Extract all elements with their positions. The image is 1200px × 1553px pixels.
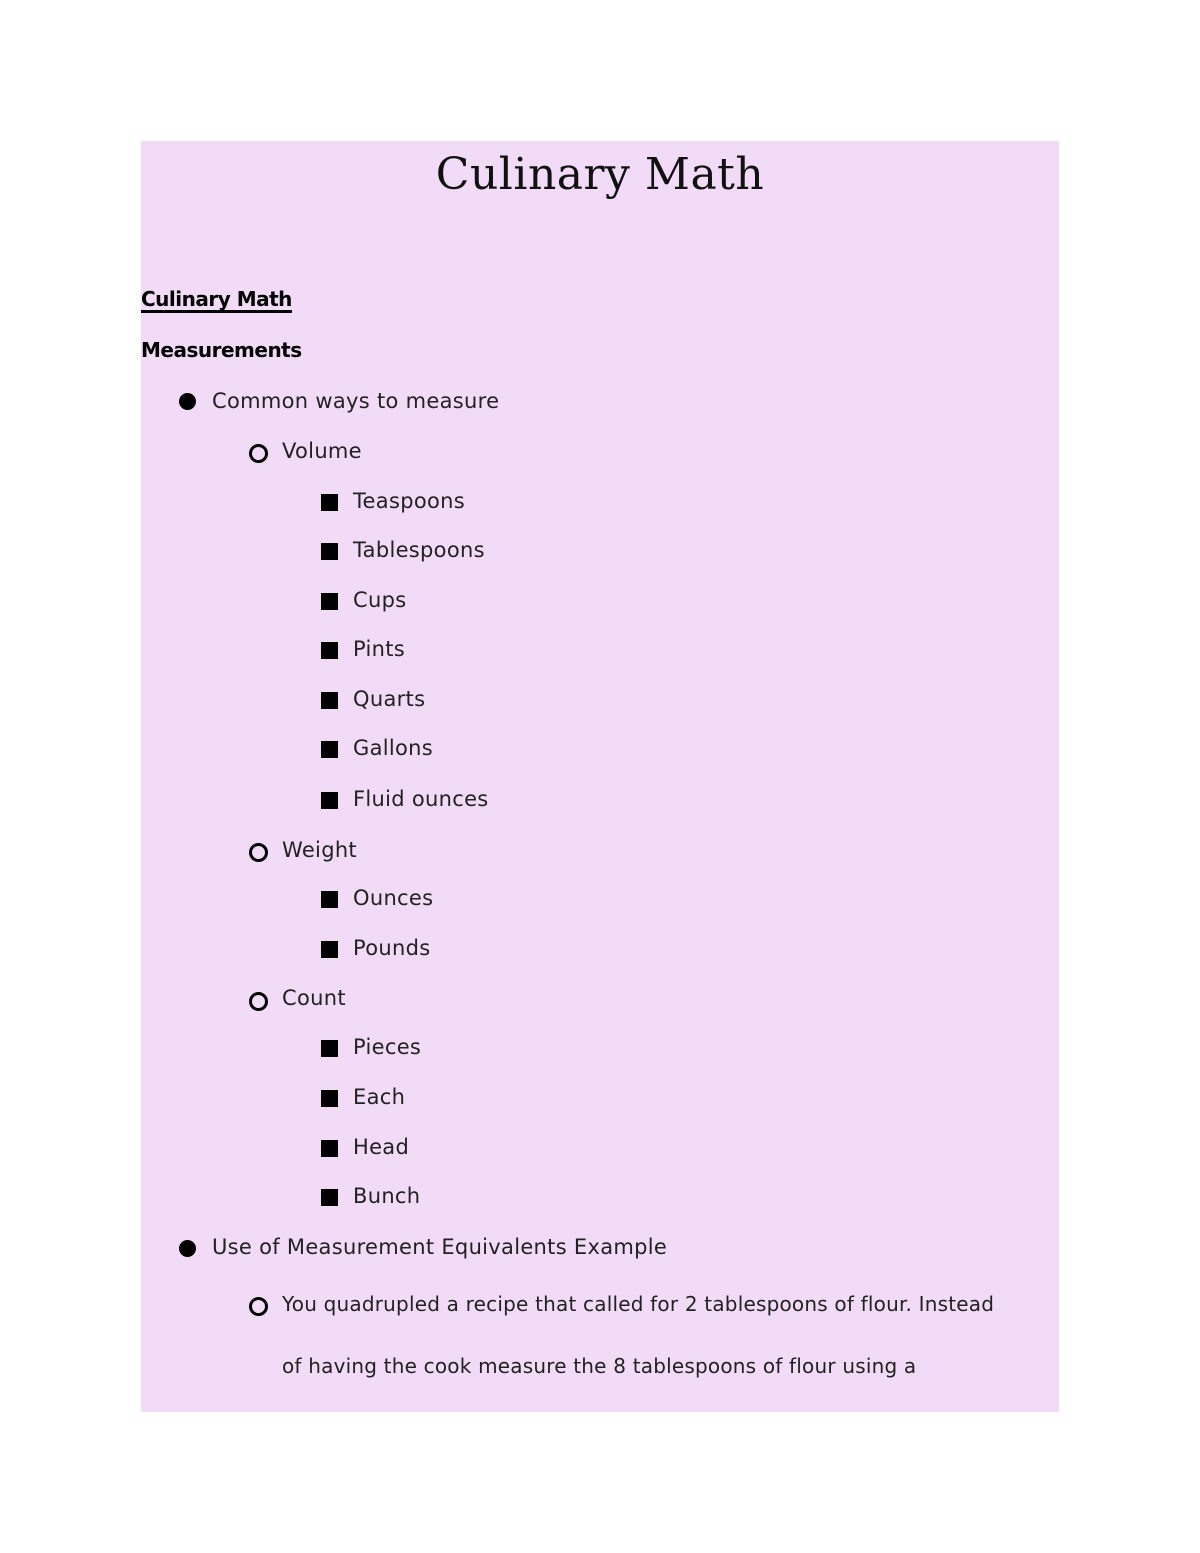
- bullet-square-icon: [321, 741, 338, 758]
- bullet-square-icon: [321, 642, 338, 659]
- bullet-square-icon: [321, 941, 338, 958]
- list-item-equivalents: Use of Measurement Equivalents Example: [212, 1235, 668, 1259]
- list-item-pounds: Pounds: [353, 936, 431, 960]
- bullet-square-icon: [321, 1140, 338, 1157]
- document-title: Culinary Math: [435, 149, 765, 200]
- list-item-each: Each: [353, 1085, 406, 1109]
- list-item-gallons: Gallons: [353, 736, 434, 760]
- list-item-tablespoons: Tablespoons: [353, 538, 485, 562]
- document-page: [141, 141, 1059, 1412]
- bullet-square-icon: [321, 543, 338, 560]
- list-item-teaspoons: Teaspoons: [353, 489, 465, 513]
- bullet-circle-icon: [249, 992, 268, 1011]
- bullet-disc-icon: [179, 393, 196, 410]
- list-item-pints: Pints: [353, 637, 406, 661]
- list-item-count: Count: [282, 986, 346, 1010]
- example-text-line-2: of having the cook measure the 8 tablespoons of flour using a: [282, 1354, 917, 1378]
- list-item-ounces: Ounces: [353, 886, 434, 910]
- section-heading: Culinary Math: [141, 287, 292, 311]
- bullet-square-icon: [321, 692, 338, 709]
- bullet-square-icon: [321, 494, 338, 511]
- list-item-volume: Volume: [282, 439, 362, 463]
- list-item-quarts: Quarts: [353, 687, 426, 711]
- bullet-square-icon: [321, 1189, 338, 1206]
- bullet-circle-icon: [249, 843, 268, 862]
- bullet-disc-icon: [179, 1240, 196, 1257]
- list-item-bunch: Bunch: [353, 1184, 421, 1208]
- list-item-weight: Weight: [282, 838, 357, 862]
- list-item-head: Head: [353, 1135, 410, 1159]
- bullet-square-icon: [321, 792, 338, 809]
- list-item-fluid-ounces: Fluid ounces: [353, 787, 489, 811]
- list-item-common-ways: Common ways to measure: [212, 389, 500, 413]
- subheading: Measurements: [141, 338, 302, 362]
- bullet-circle-icon: [249, 1297, 268, 1316]
- bullet-square-icon: [321, 1090, 338, 1107]
- list-item-cups: Cups: [353, 588, 407, 612]
- bullet-circle-icon: [249, 444, 268, 463]
- bullet-square-icon: [321, 891, 338, 908]
- bullet-square-icon: [321, 593, 338, 610]
- bullet-square-icon: [321, 1040, 338, 1057]
- list-item-pieces: Pieces: [353, 1035, 422, 1059]
- example-text-line-1: You quadrupled a recipe that called for 2 tablespoons of flour. Instead: [282, 1292, 995, 1316]
